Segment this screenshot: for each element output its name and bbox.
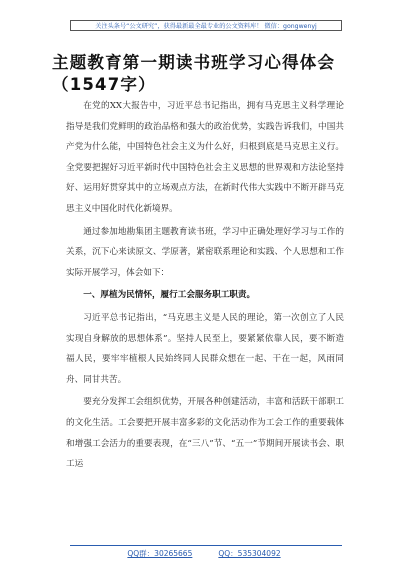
header-banner [70, 20, 342, 31]
footer-qq-group: QQ群：30265665 [127, 549, 193, 558]
paragraph: 通过参加地勘集团主题教育读书班，学习中正确处理好学习与工作的关系，沉下心来读原文、学原著，紧密联系理论和实践、个人思想和工作实际开展学习，体会如下： [66, 226, 344, 278]
paragraph: 习近平总书记指出，“马克思主义是人民的理论，第一次创立了人民实现自身解放的思想体系”。坚持人民至上，要紧紧依靠人民，要不断造福人民，要牢牢植根人民始终同人民群众想在一起、干在一起，风雨同舟、同甘共苦。 [66, 312, 344, 385]
footer-divider [70, 545, 342, 546]
footer-qq: QQ：535304092 [218, 549, 281, 558]
banner-text: 关注头条号“公文研究”，获得最新最全最专业的公文资料库！ 微信：gongwenyj [95, 23, 317, 30]
document-body [66, 96, 344, 477]
paragraph: 在党的XX大报告中，习近平总书记指出，拥有马克思主义科学理论指导是我们党鲜明的政治品格和强大的政治优势，实践告诉我们，中国共产党为什么能，中国特色社会主义为什么好，归根到底是马克思主义行。全党要把握好习近平新时代中国特色社会主义思想的世界观和方法论坚持好、运用好贯穿其中的立场观点方法，在新时代伟大实践中不断开辟马克思主义中国化时代化新境界。 [66, 101, 344, 214]
title-word-count: （1547字） [52, 75, 156, 94]
section-heading: 一、厚植为民情怀，履行工会服务职工职责。 [83, 290, 256, 301]
title-line-1: 主题教育第一期读书班学习心得体会 [52, 53, 336, 72]
document-title [52, 52, 372, 96]
page-footer [0, 548, 408, 562]
paragraph: 要充分发挥工会组织优势，开展各种创建活动，丰富和活跃干部职工的文化生活。工会要把开展丰富多彩的文化活动作为工会工作的重要载体和增强工会活力的重要表现，在“三八”节、“五一”节期间开展读书会、职工运 [66, 397, 344, 470]
